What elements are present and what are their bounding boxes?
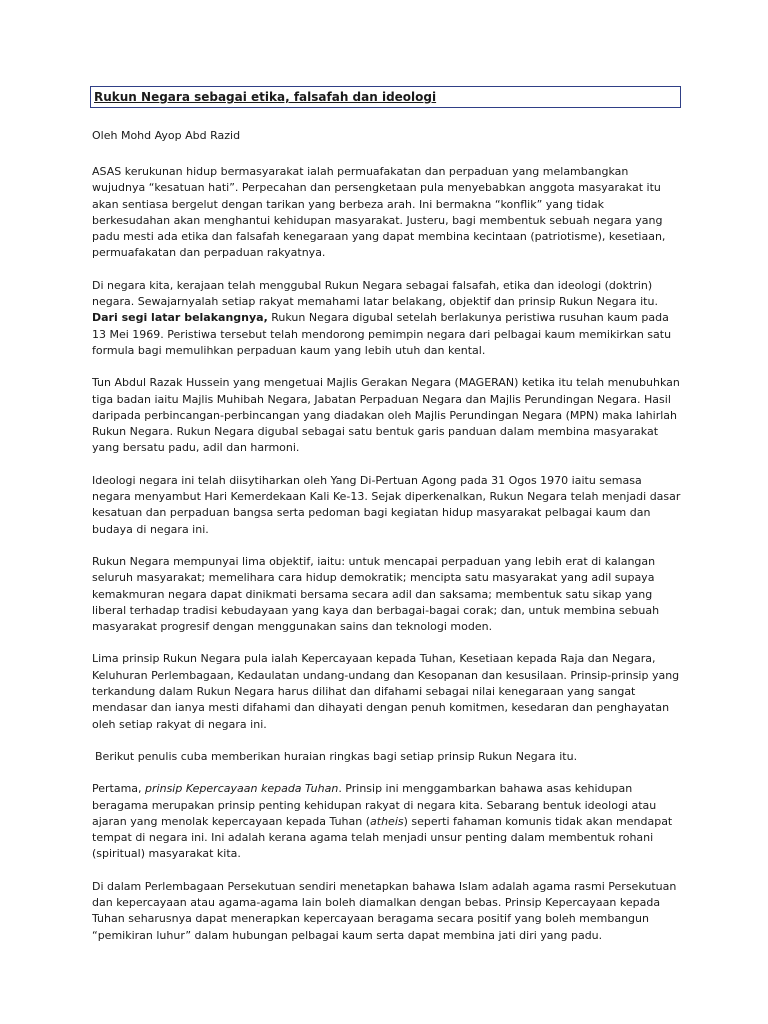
- paragraph-2-text-a: Di negara kita, kerajaan telah menggubal Rukun Negara sebagai falsafah, etika dan ideologi (doktrin) negara. Sewajarnyalah setiap rakyat memahami latar belakang, objektif dan prinsip Rukun Negara itu.: [92, 278, 658, 309]
- paragraph-8-text-a: Pertama,: [92, 782, 146, 796]
- paragraph-1: ASAS kerukunan hidup bermasyarakat ialah permuafakatan dan perpaduan yang melambangkan wujudnya “kesatuan hati”. Perpecahan dan persengketaan pula menyebabkan anggota masyarakat itu akan sentiasa bergelut dengan tarikan yang berbeza arah. Ini bermakna “konflik” yang tidak berkesudahan akan menghantui kehidupan masyarakat. Justeru, bagi membentuk sebuah negara yang padu mesti ada etika dan falsafah kenegaraan yang dapat membina kecintaan (patriotisme), kesetiaan, permuafakatan dan perpaduan rakyatnya.: [92, 165, 666, 260]
- paragraph-6: Lima prinsip Rukun Negara pula ialah Kepercayaan kepada Tuhan, Kesetiaan kepada Raja dan Negara, Keluhuran Perlembagaan, Kedaulatan undang-undang dan Kesopanan dan kesusilaan. Prinsip-prinsip yang terkandung dalam Rukun Negara harus dilihat dan difahami sebagai nilai kenegaraan yang sangat mendasar dan ianya mesti difahami dan dihayati dengan penuh komitmen, kesedaran dan penghayatan oleh setiap rakyat di negara ini.: [92, 652, 680, 731]
- paragraph-2-text-b: Rukun Negara digubal setelah berlakunya peristiwa rusuhan kaum pada 13 Mei 1969. Peristiwa tersebut telah mendorong pemimpin negara dari pelbagai kaum memikirkan satu formula bagi memulihkan perpaduan kaum yang lebih utuh dan kental.: [92, 311, 672, 357]
- author-line: Oleh Mohd Ayop Abd Razid: [92, 129, 241, 142]
- paragraph-8-text-c: ) seperti fahaman komunis tidak akan mendapat tempat di negara ini. Ini adalah kerana agama telah menjadi unsur penting dalam membentuk rohani (spiritual) masyarakat kita.: [92, 814, 673, 861]
- paragraph-8-italic: prinsip Kepercayaan kepada Tuhan: [145, 782, 339, 796]
- paragraph-8-italic-2: atheis: [370, 814, 404, 828]
- document-page: [92, 86, 682, 944]
- paragraph-2: [92, 278, 682, 359]
- paragraph-9: Di dalam Perlembagaan Persekutuan sendiri menetapkan bahawa Islam adalah agama rasmi Persekutuan dan kepercayaan atau agama-agama lain boleh diamalkan dengan bebas. Prinsip Kepercayaan kepada Tuhan seharusnya dapat menerapkan kepercayaan beragama secara positif yang boleh membangun “pemikiran luhur” dalam hubungan pelbagai kaum serta dapat membina jati diri yang padu.: [92, 879, 677, 942]
- paragraph-5: Rukun Negara mempunyai lima objektif, iaitu: untuk mencapai perpaduan yang lebih erat di kalangan seluruh masyarakat; memelihara cara hidup demokratik; mencipta satu masyarakat yang adil supaya kemakmuran negara dapat dinikmati bersama secara adil dan saksama; membentuk satu sikap yang liberal terhadap tradisi kebudayaan yang kaya dan berbagai-bagai corak; dan, untuk membina sebuah masyarakat progresif dengan menggunakan sains dan teknologi moden.: [92, 554, 660, 634]
- document-title: Rukun Negara sebagai etika, falsafah dan ideologi: [90, 86, 681, 108]
- paragraph-8-text-b: . Prinsip ini menggambarkan bahawa asas kehidupan beragama merupakan prinsip penting kehidupan rakyat di negara kita. Sebarang bentuk ideologi atau ajaran yang menolak kepercayaan kepada Tuhan (: [92, 782, 657, 828]
- paragraph-2-bold: Dari segi latar belakangnya,: [92, 311, 268, 325]
- paragraph-8: [92, 781, 682, 862]
- paragraph-3: Tun Abdul Razak Hussein yang mengetuai Majlis Gerakan Negara (MAGERAN) ketika itu telah menubuhkan tiga badan iaitu Majlis Muhibah Negara, Jabatan Perpaduan Negara dan Majlis Perundingan Negara. Hasil daripada perbincangan-perbincangan yang diadakan oleh Majlis Perundingan Negara (MPN) maka lahirlah Rukun Negara. Rukun Negara digubal sebagai satu bentuk garis panduan dalam membina masyarakat yang bersatu padu, adil dan harmoni.: [92, 376, 680, 455]
- paragraph-7: Berikut penulis cuba memberikan huraian ringkas bagi setiap prinsip Rukun Negara itu.: [95, 749, 578, 763]
- paragraph-4: Ideologi negara ini telah diisytiharkan oleh Yang Di-Pertuan Agong pada 31 Ogos 1970 iaitu semasa negara menyambut Hari Kemerdekaan Kali Ke-13. Sejak diperkenalkan, Rukun Negara telah menjadi dasar kesatuan dan perpaduan bangsa serta pedoman bagi kegiatan hidup masyarakat pelbagai kaum dan budaya di negara ini.: [92, 473, 681, 536]
